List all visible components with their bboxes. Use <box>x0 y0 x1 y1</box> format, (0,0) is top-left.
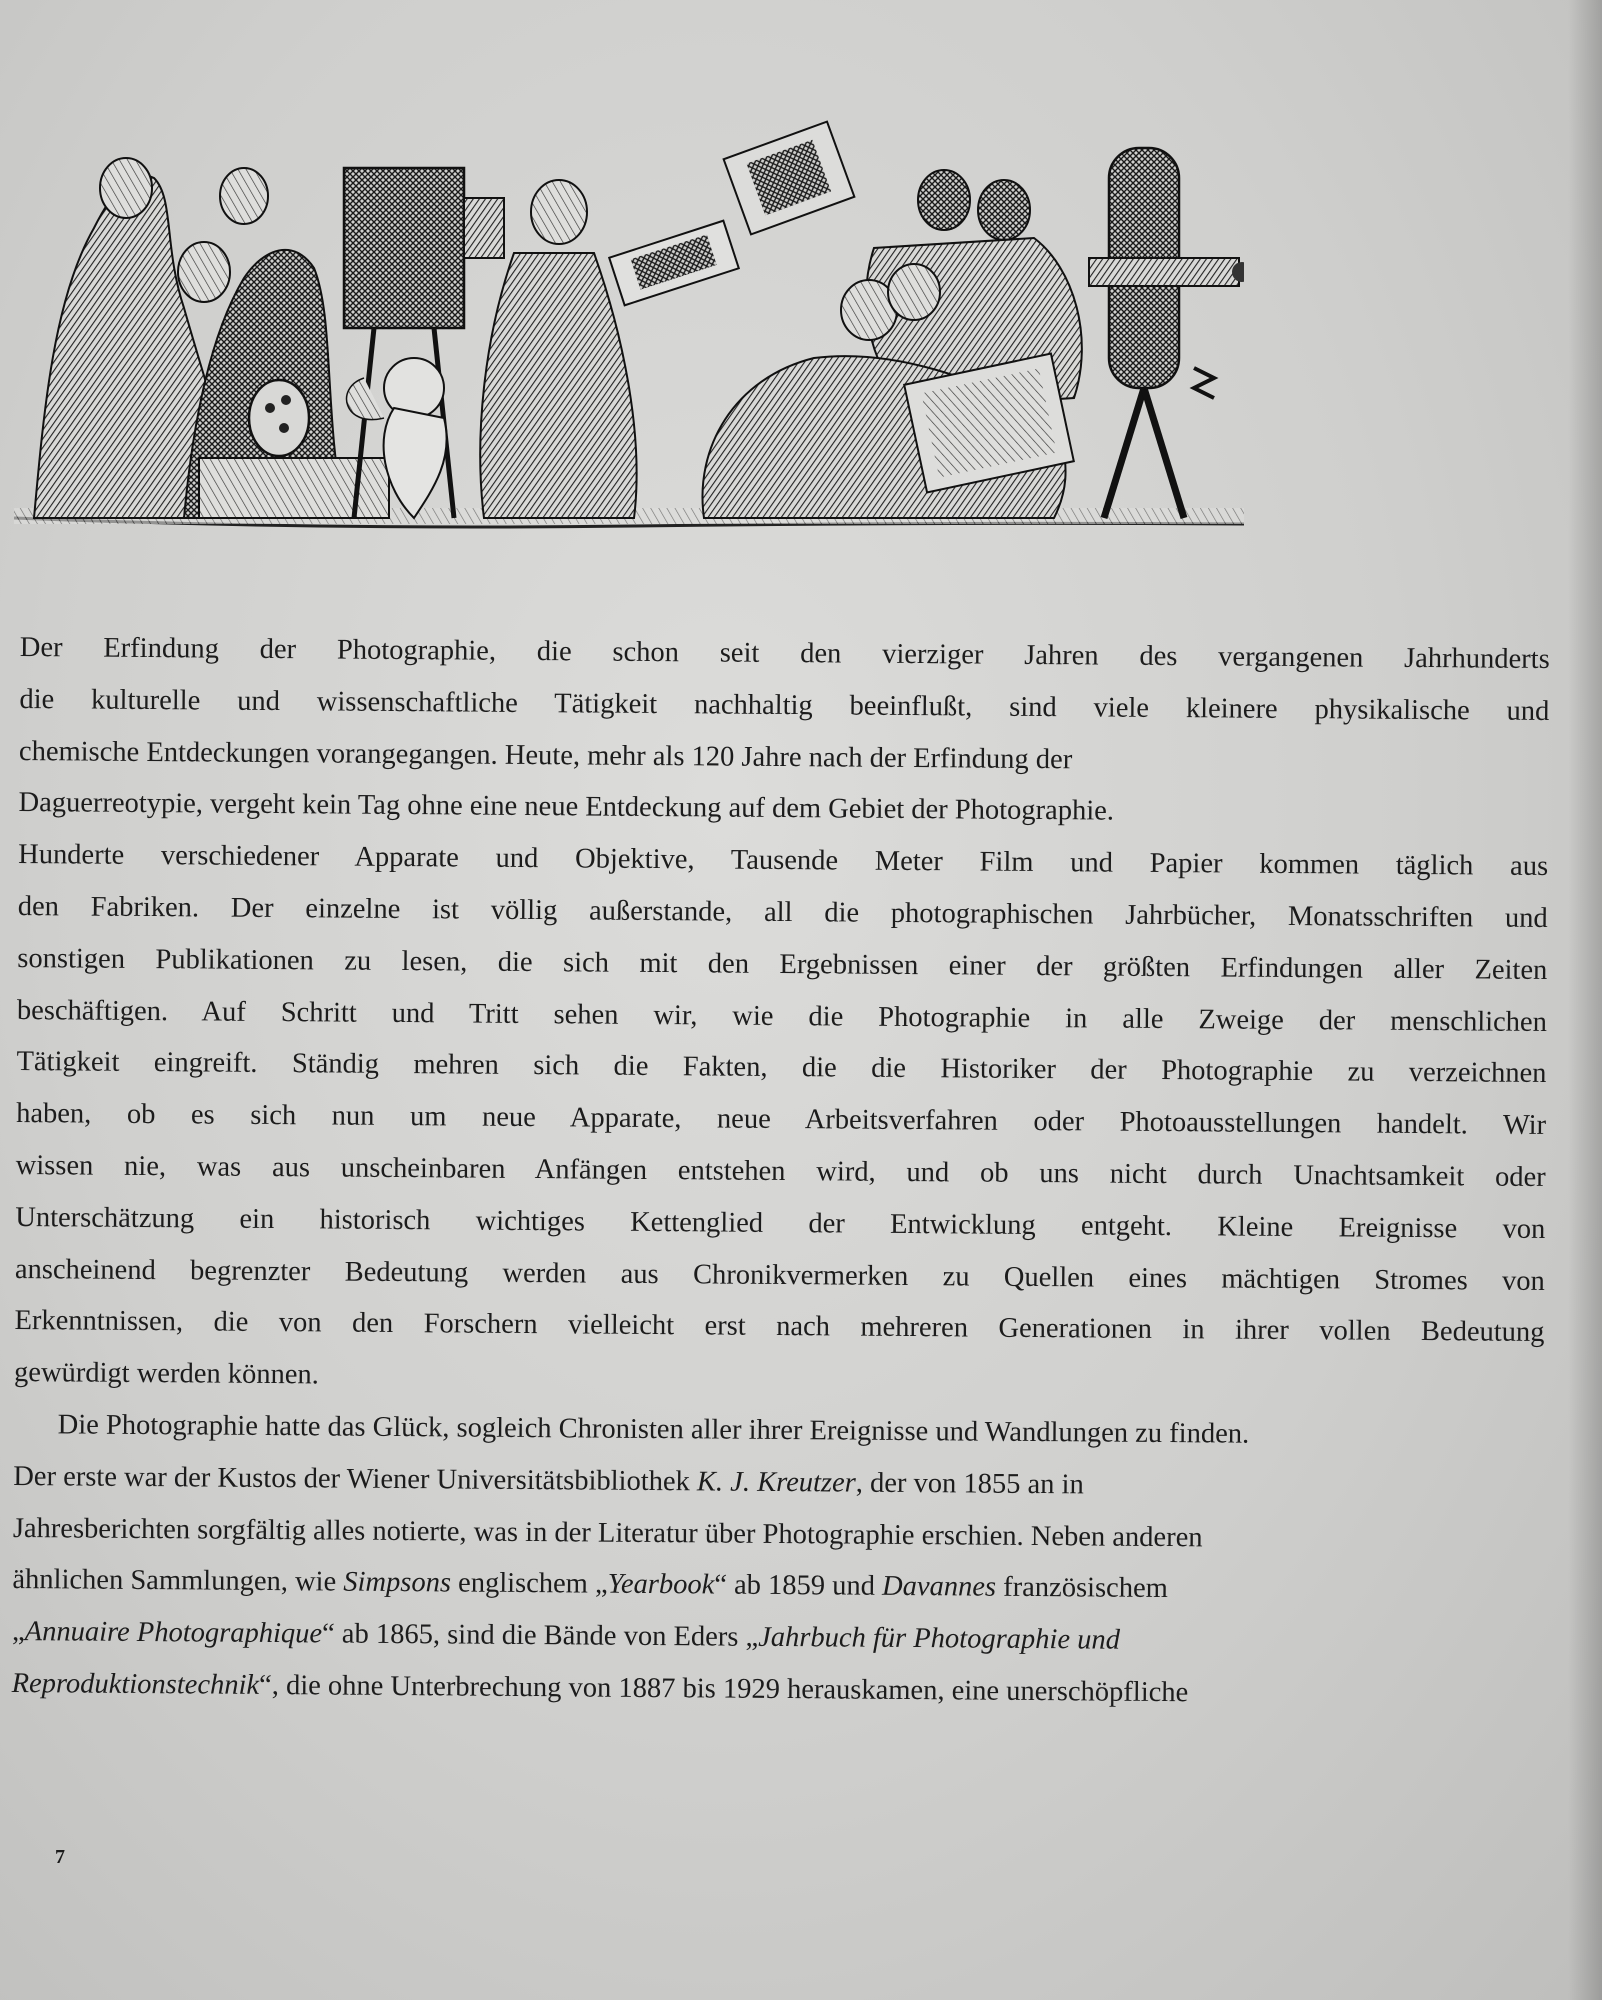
text-run: “ ab 1865, sind die Bände von Eders „ <box>321 1618 759 1653</box>
engraving-illustration <box>14 78 1244 578</box>
text-line: Der Erfindung der Photographie, die schon seit den vierziger Jahren des vergangenen Jahrhunderts <box>19 631 1550 676</box>
text-line: sonstigen Publikationen zu lesen, die sich mit den Ergebnissen einer der größten Erfindungen aller Zeiten <box>17 942 1548 986</box>
text-run: “ ab 1859 und <box>714 1569 883 1603</box>
publication-title: Jahrbuch für Photographie und <box>758 1621 1121 1656</box>
text-line: haben, ob es sich nun um neue Apparate, neue Arbeitsverfahren oder Photoausstellungen handelt. Wir <box>16 1098 1547 1142</box>
text-line: die kulturelle und wissenschaftliche Tätigkeit nachhaltig beeinflußt, sind viele kleinere physikalische und <box>19 683 1550 727</box>
text-line: Tätigkeit eingreift. Ständig mehren sich die Fakten, die die Historiker der Photographie zu verzeichnen <box>16 1046 1547 1090</box>
text-line: Unterschätzung ein historisch wichtiges Kettenglied der Entwicklung entgeht. Kleine Ereignisse von <box>15 1201 1546 1245</box>
text-run: englischem „ <box>450 1567 608 1600</box>
text-line <box>11 1658 1541 1722</box>
author-name: Davannes <box>882 1571 997 1604</box>
publication-title: Reproduktionstechnik <box>11 1667 260 1701</box>
text-run: , der von 1855 an in <box>855 1467 1084 1501</box>
text-line: beschäftigen. Auf Schritt und Tritt sehen wir, wie die Photographie in alle Zweige der menschlichen <box>16 994 1548 1038</box>
publication-title: Annuaire Photographique <box>24 1616 323 1650</box>
author-name: Simpsons <box>343 1566 452 1599</box>
text-run: “, die ohne Unterbrechung von 1887 bis 1929 herauskamen, eine unerschöpfliche <box>259 1669 1189 1709</box>
text-line: Erkenntnissen, die von den Forschern vielleicht erst nach mehreren Generationen in ihrer vollen Bedeutung <box>14 1305 1545 1349</box>
text-line: chemische Entdeckungen vorangegangen. Heute, mehr als 120 Jahre nach der Erfindung der <box>18 735 1073 775</box>
page-number: 7 <box>55 1846 65 1868</box>
text-line: Jahresberichten sorgfältig alles notierte, was in der Literatur über Photographie erschien. Neben anderen <box>12 1512 1203 1553</box>
text-line: Die Photographie hatte das Glück, sogleich Chronisten aller ihrer Ereignisse und Wandlungen zu finden. <box>57 1409 1250 1450</box>
publication-title: Yearbook <box>607 1568 715 1601</box>
text-line: Daguerreotypie, vergeht kein Tag ohne eine neue Entdeckung auf dem Gebiet der Photographie. <box>18 787 1115 827</box>
body-text <box>11 622 1549 1722</box>
text-run: französischem <box>995 1572 1168 1605</box>
page-edge-shadow <box>1568 0 1602 2000</box>
text-line: wissen nie, was aus unscheinbaren Anfängen entstehen wird, und ob uns nicht durch Unachtsamkeit oder <box>15 1149 1546 1193</box>
text-line: gewürdigt werden können. <box>13 1357 319 1391</box>
text-run: „ <box>11 1616 25 1648</box>
author-name: K. J. Kreutzer <box>696 1466 856 1499</box>
text-line: Hunderte verschiedener Apparate und Objektive, Tausende Meter Film und Papier kommen täglich aus <box>18 839 1549 883</box>
text-line: den Fabriken. Der einzelne ist völlig außerstande, all die photographischen Jahrbücher, Monatsschriften und <box>17 890 1548 934</box>
text-run: Der erste war der Kustos der Wiener Universitätsbibliothek <box>13 1460 698 1498</box>
text-line: anscheinend begrenzter Bedeutung werden aus Chronikvermerken zu Quellen eines mächtigen Stromes von <box>14 1253 1545 1297</box>
text-run: ähnlichen Sammlungen, wie <box>12 1564 344 1598</box>
